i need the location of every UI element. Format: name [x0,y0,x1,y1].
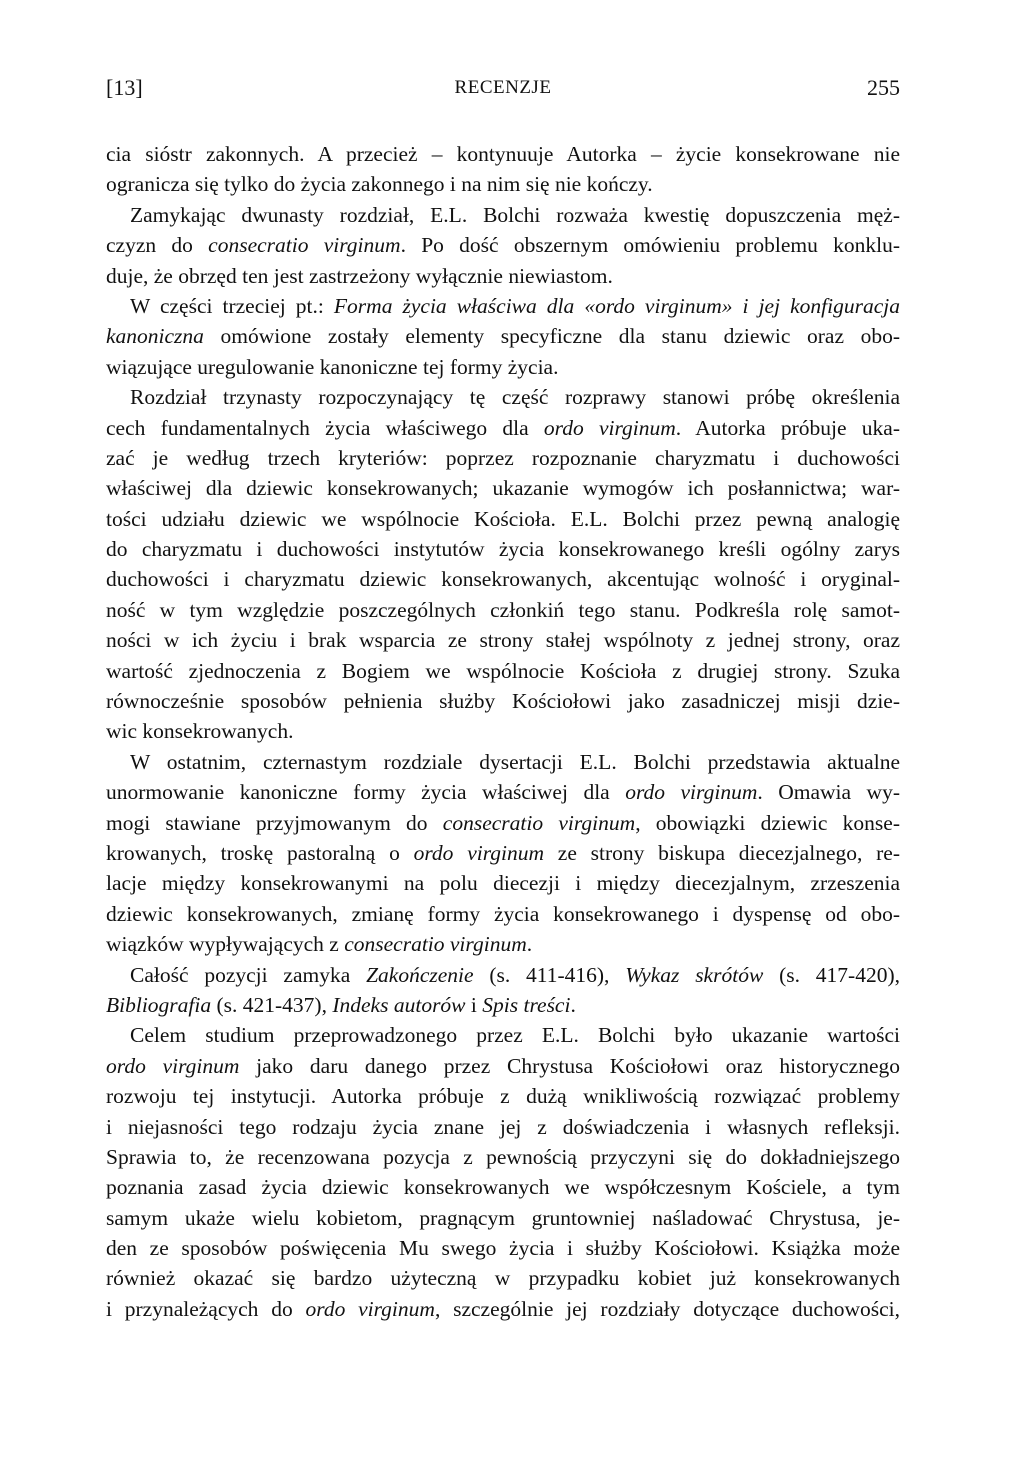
text-line: cech fundamentalnych życia właściwego dla ordo virginum. Autorka próbuje uka- [106,415,900,440]
text-line: Rozdział trzynasty rozpoczynający tę część rozprawy stanowi próbę określenia [130,385,900,410]
text-line: ność w tym względzie poszczególnych członkiń tego stanu. Podkreśla rolę samot- [106,597,900,622]
text-line: unormowanie kanoniczne formy życia właściwej dla ordo virginum. Omawia wy- [106,780,900,805]
text-line: ności w ich życiu i brak wsparcia ze strony stałej wspólnoty z jednej strony, oraz [106,628,900,653]
italic-title: ordo virginum [543,415,676,440]
text-line: również okazać się bardzo użyteczną w przypadku kobiet już konsekrowanych [106,1266,900,1291]
text-line: ogranicza się tylko do życia zakonnego i na nim się nie kończy. [106,172,653,197]
text-line: Całość pozycji zamyka Zakończenie (s. 411-416), Wykaz skrótów (s. 417-420), [130,962,900,987]
italic-title: ordo virginum [413,840,545,865]
text-line: do charyzmatu i duchowości instytutów życia konsekrowanego kreśli ogólny zarys [106,537,900,562]
text-line: W części trzeciej pt.: Forma życia właściwa dla «ordo virginum» i jej konfiguracja [130,293,900,318]
italic-title: Wykaz skrótów [625,962,764,987]
italic-title: Bibliografia [106,992,212,1017]
italic-title: ordo virginum [305,1296,435,1321]
text-line: mogi stawiane przyjmowanym do consecratio virginum, obowiązki dziewic konse- [106,810,900,835]
text-line: wartość zjednoczenia z Bogiem we wspólnocie Kościoła z drugiej strony. Szuka [106,658,900,683]
text-line: samym ukaże wielu kobietom, pragnącym gruntowniej naśladować Chrystusa, je- [106,1205,900,1230]
italic-title: Zakończenie [366,962,474,987]
book-page [106,70,900,1324]
text-line: rozwoju tej instytucji. Autorka próbuje z dużą wnikliwością rozwiązać problemy [106,1084,900,1109]
page-number: 255 [867,75,900,100]
text-line: duje, że obrzęd ten jest zastrzeżony wyłącznie niewiastom. [106,263,613,288]
italic-title: Indeks autorów [332,992,466,1017]
text-line: właściwej dla dziewic konsekrowanych; ukazanie wymogów ich posłannictwa; war- [106,476,900,501]
text-line: ordo virginum jako daru danego przez Chrystusa Kościołowi oraz historycznego [106,1053,900,1078]
text-line: zać je według trzech kryteriów: poprzez rozpoznanie charyzmatu i duchowości [106,445,900,470]
italic-title: consecratio virginum [344,932,527,957]
text-line: wiązujące uregulowanie kanoniczne tej formy życia. [106,354,559,379]
text-line: dziewic konsekrowanych, zmianę formy życia konsekrowanego i dyspensę od obo- [106,901,900,926]
text-line: wic konsekrowanych. [106,719,294,744]
text-line: tości udziału dziewic we wspólnocie Kościoła. E.L. Bolchi przez pewną analogię [106,506,900,531]
text-line: i przynależących do ordo virginum, szczególnie jej rozdziały dotyczące duchowości, [106,1296,900,1321]
running-header [106,70,900,106]
text-line: lacje między konsekrowanymi na polu diecezji i między diecezjalnym, zrzeszenia [106,871,900,896]
text-line: Celem studium przeprowadzonego przez E.L. Bolchi było ukazanie wartości [130,1023,900,1048]
italic-title: consecratio virginum [208,233,401,258]
review-body-text [106,139,900,1324]
italic-title: Spis treści [482,992,571,1017]
text-line: Bibliografia (s. 421-437), Indeks autorów i Spis treści. [106,992,576,1017]
text-line: poznania zasad życia dziewic konsekrowanych we współczesnym Kościele, a tym [106,1175,900,1200]
italic-title: kanoniczna [106,324,204,349]
text-line: czyzn do consecratio virginum. Po dość obszernym omówieniu problemu konklu- [106,233,900,258]
italic-title: Forma życia właściwa dla «ordo virginum» i jej konfiguracja [333,293,900,318]
text-line: den ze sposobów poświęcenia Mu swego życia i służby Kościołowi. Książka może [106,1236,900,1261]
text-line: duchowości i charyzmatu dziewic konsekrowanych, akcentując wolność i oryginal- [106,567,900,592]
text-line: W ostatnim, czternastym rozdziale dysertacji E.L. Bolchi przedstawia aktualne [130,749,900,774]
text-line: krowanych, troskę pastoralną o ordo virginum ze strony biskupa diecezjalnego, re- [106,840,900,865]
text-line: cia sióstr zakonnych. A przecież – kontynuuje Autorka – życie konsekrowane nie [106,142,900,166]
italic-title: consecratio virginum [442,810,636,835]
italic-title: ordo virginum [106,1053,240,1078]
text-line: Sprawia to, że recenzowana pozycja z pewnością przyczyni się do dokładniejszego [106,1144,900,1169]
text-line: równocześnie sposobów pełnienia służby Kościołowi jako zasadniczej misji dzie- [106,689,900,714]
section-number: [13] [106,75,143,100]
text-line: wiązków wypływających z consecratio virginum. [106,932,533,957]
text-line: Zamykając dwunasty rozdział, E.L. Bolchi rozważa kwestię dopuszczenia męż- [130,202,900,227]
text-line: i niejasności tego rodzaju życia znane jej z doświadczenia i własnych refleksji. [106,1114,900,1139]
text-line: kanoniczna omówione zostały elementy specyficzne dla stanu dziewic oraz obo- [106,324,900,349]
running-title: RECENZJE [454,77,552,98]
italic-title: ordo virginum [625,780,758,805]
